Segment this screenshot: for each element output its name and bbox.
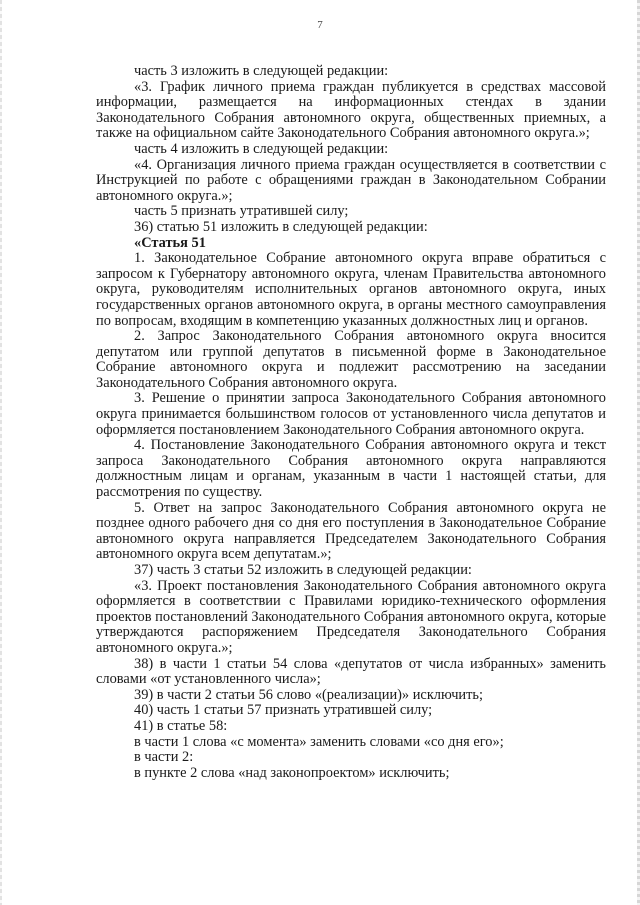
paragraph: 39) в части 2 статьи 56 слово «(реализации)» исключить; bbox=[134, 686, 483, 703]
paragraph: «3. График личного приема граждан публикуется в средствах массовой информации, размещается на информационных стендах в здании Законодательного Собрания автономного округа, общественных приемных, а также на официальном сайте Законодательного Собрания автономного округа.»; bbox=[96, 78, 606, 142]
paragraph: «4. Организация личного приема граждан осуществляется в соответствии с Инструкцией по работе с обращениями граждан в Законодательном Собрании автономного округа.»; bbox=[96, 156, 606, 204]
paragraph: 3. Решение о принятии запроса Законодательного Собрания автономного округа принимается большинством голосов от установленного числа депутатов и оформляется постановлением Законодательного Собрания автономного округа. bbox=[96, 390, 606, 438]
paragraph: в части 1 слова «с момента» заменить словами «со дня его»; bbox=[134, 733, 504, 750]
paragraph: 1. Законодательное Собрание автономного округа вправе обратиться с запросом к Губернатору автономного округа, членам Правительства автономного округа, руководителям исполнительных органов автономного округа, иных государственных органов автономного округа, в органы местного самоуправления по вопросам, входящим в компетенцию указанных должностных лиц и органов. bbox=[96, 250, 606, 329]
paragraph: 36) статью 51 изложить в следующей редакции: bbox=[134, 218, 428, 235]
page-number: 7 bbox=[317, 19, 323, 31]
paragraph: часть 4 изложить в следующей редакции: bbox=[134, 140, 389, 157]
paragraph: 5. Ответ на запрос Законодательного Собрания автономного округа не позднее одного рабочего дня со дня его поступления в Законодательное Собрание автономного округа направляется Председателем Законодательного Собрания автономного округа всем депутатам.»; bbox=[96, 499, 606, 563]
article-heading: «Статья 51 bbox=[134, 234, 206, 251]
paragraph: 2. Запрос Законодательного Собрания автономного округа вносится депутатом или группой депутатов в письменной форме в Законодательное Собрание автономного округа и подлежит рассмотрению на заседании Законодательного Собрания автономного округа. bbox=[96, 328, 606, 391]
scan-edge-left bbox=[0, 0, 2, 905]
paragraph: в пункте 2 слова «над законопроектом» исключить; bbox=[134, 764, 450, 781]
paragraph: в части 2: bbox=[134, 749, 194, 766]
paragraph: 38) в части 1 статьи 54 слова «депутатов от числа избранных» заменить словами «от установленного числа»; bbox=[96, 655, 606, 688]
paragraph: часть 5 признать утратившей силу; bbox=[134, 203, 349, 220]
paragraph: 37) часть 3 статьи 52 изложить в следующей редакции: bbox=[134, 562, 472, 578]
paragraph: 40) часть 1 статьи 57 признать утратившей силу; bbox=[134, 702, 433, 719]
paragraph: 41) в статье 58: bbox=[134, 717, 228, 734]
paragraph: часть 3 изложить в следующей редакции: bbox=[134, 63, 389, 79]
document-body bbox=[96, 64, 606, 781]
paragraph: 4. Постановление Законодательного Собрания автономного округа и текст запроса Законодательного Собрания автономного округа направляются должностным лицам и органам, указанным в части 1 настоящей статьи, для рассмотрения по существу. bbox=[96, 437, 606, 501]
paragraph: «3. Проект постановления Законодательного Собрания автономного округа оформляется в соответствии с Правилами юридико-технического оформления проектов постановлений Законодательного Собрания автономного округа, которые утверждаются распоряжением Председателя Законодательного Собрания автономного округа.»; bbox=[96, 577, 607, 656]
